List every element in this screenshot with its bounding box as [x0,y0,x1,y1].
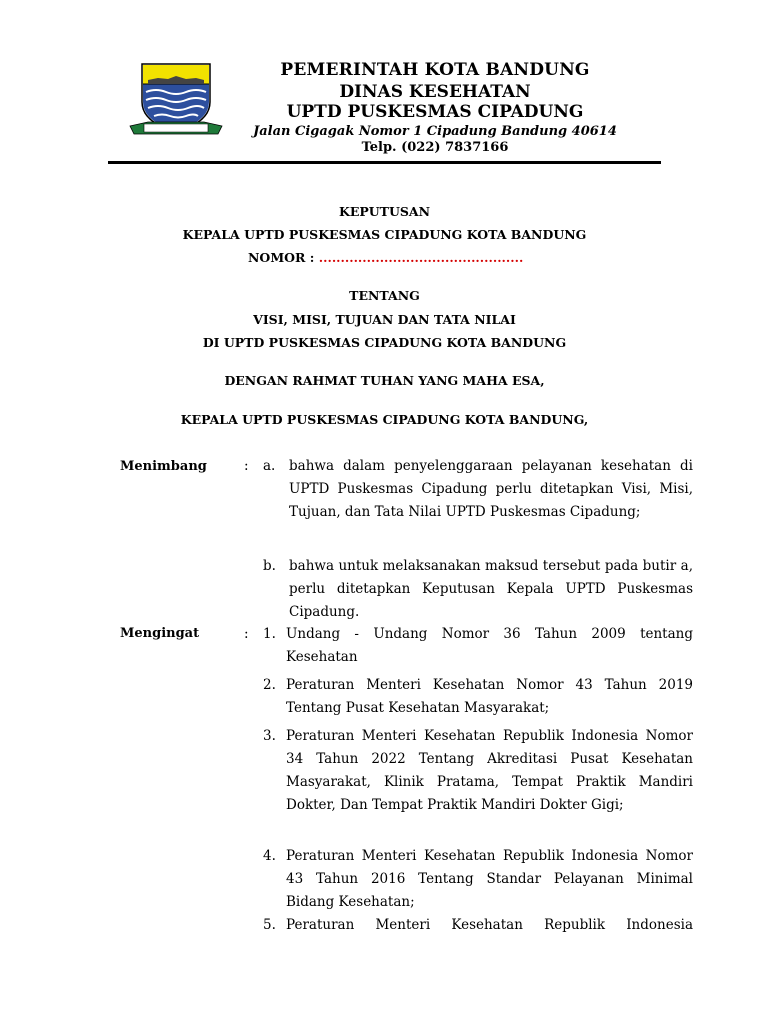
title-subject-1: VISI, MISI, TUJUAN DAN TATA NILAI [253,312,516,327]
title-kepala-closing: KEPALA UPTD PUSKESMAS CIPADUNG KOTA BANDUNG, [180,412,589,427]
title-keputusan: KEPUTUSAN [338,204,431,219]
mengingat-item-3-mark: 3. [263,728,276,744]
menimbang-item-b-mark: b. [263,558,276,574]
title-tentang: TENTANG [349,288,420,303]
mengingat-item-2-mark: 2. [263,677,276,693]
bandung-coat-of-arms-logo [128,62,224,138]
menimbang-item-b-text: bahwa untuk melaksanakan maksud tersebut pada butir a, perlu ditetapkan Keputusan Kepala UPTD Puskesmas Cipadung. [289,558,693,620]
mengingat-item-1-mark: 1. [263,626,276,642]
mengingat-colon: : [244,626,249,642]
letterhead-government: PEMERINTAH KOTA BANDUNG [280,60,590,80]
title-subject-2: DI UPTD PUSKESMAS CIPADUNG KOTA BANDUNG [202,335,567,350]
menimbang-item-a-mark: a. [263,458,276,474]
mengingat-item-5-text: Peraturan Menteri Kesehatan Republik Indonesia [286,917,693,933]
decree-number-label: NOMOR : [248,250,315,265]
letterhead-unit: UPTD PUSKESMAS CIPADUNG [286,102,584,122]
letterhead-address: Jalan Cigagak Nomor 1 Cipadung Bandung 40614 [253,124,617,139]
mengingat-item-5-mark: 5. [263,917,276,933]
letterhead-divider [108,161,661,164]
letterhead-agency: DINAS KESEHATAN [339,82,531,102]
title-rahmat: DENGAN RAHMAT TUHAN YANG MAHA ESA, [224,373,545,388]
mengingat-item-1-text: Undang - Undang Nomor 36 Tahun 2009 tentang Kesehatan [286,626,693,665]
letterhead-phone: Telp. (022) 7837166 [361,140,509,155]
mengingat-item-4-mark: 4. [263,848,276,864]
mengingat-item-2-text: Peraturan Menteri Kesehatan Nomor 43 Tahun 2019 Tentang Pusat Kesehatan Masyarakat; [286,677,693,716]
decree-number-value: ............................................... [318,250,524,265]
mengingat-label: Mengingat [120,626,200,641]
menimbang-colon: : [244,458,249,474]
menimbang-item-a-text: bahwa dalam penyelenggaraan pelayanan kesehatan di UPTD Puskesmas Cipadung perlu ditetapkan Visi, Misi, Tujuan, dan Tata Nilai UPTD Puskesmas Cipadung; [289,458,693,520]
mengingat-item-3-text: Peraturan Menteri Kesehatan Republik Indonesia Nomor 34 Tahun 2022 Tentang Akreditasi Pusat Kesehatan Masyarakat, Klinik Pratama, Tempat Praktik Mandiri Dokter, Dan Tempat Praktik Mandiri Dokter Gigi; [286,728,693,813]
decree-number [248,250,523,265]
mengingat-item-4-text: Peraturan Menteri Kesehatan Republik Indonesia Nomor 43 Tahun 2016 Tentang Standar Pelayanan Minimal Bidang Kesehatan; [286,848,693,910]
title-kepala: KEPALA UPTD PUSKESMAS CIPADUNG KOTA BANDUNG [182,227,587,242]
menimbang-label: Menimbang [120,459,207,474]
